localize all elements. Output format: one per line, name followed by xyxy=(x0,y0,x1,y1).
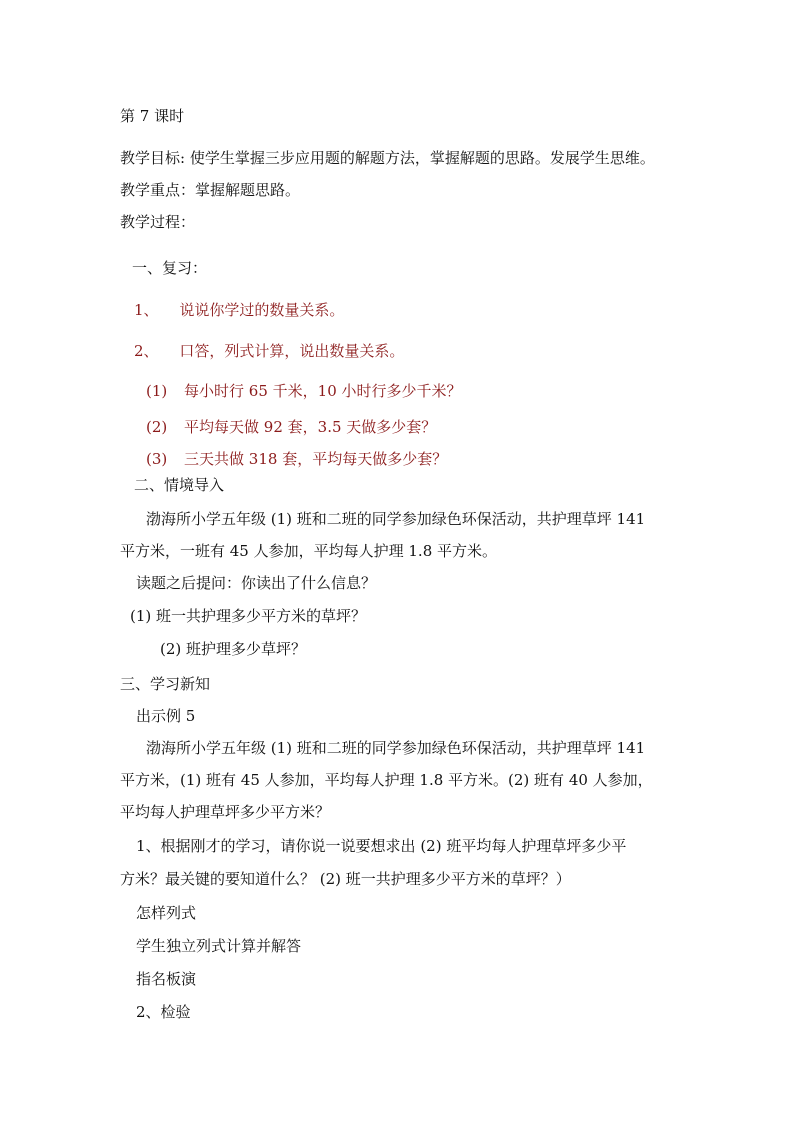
sub-item-text: 三天共做 318 套，平均每天做多少套？ xyxy=(184,450,448,468)
review-sub-item-1 xyxy=(146,381,462,401)
intro-question-2: (2) 班护理多少草坪？ xyxy=(160,640,307,658)
lesson-title: 第 7 课时 xyxy=(120,107,185,125)
review-heading: 一、复习： xyxy=(132,259,208,277)
how-to-write-expression: 怎样列式 xyxy=(136,904,197,922)
independent-solving: 学生独立列式计算并解答 xyxy=(136,937,302,955)
example-paragraph-line-3: 平均每人护理草坪多少平方米？ xyxy=(120,803,331,821)
review-item-2 xyxy=(134,341,404,361)
review-item-1 xyxy=(134,300,344,320)
example-paragraph-line-2: 平方米，(1) 班有 45 人参加，平均每人护理 1.8 平方米。(2) 班有 40 人参加， xyxy=(120,771,653,789)
example-label: 出示例 5 xyxy=(136,707,196,725)
sub-item-text: 平均每天做 92 套，3.5 天做多少套？ xyxy=(184,418,437,436)
review-sub-item-3 xyxy=(146,449,447,469)
example-paragraph-line-1: 渤海所小学五年级 (1) 班和二班的同学参加绿色环保活动，共护理草坪 141 xyxy=(146,739,646,757)
check-step: 2、检验 xyxy=(136,1003,191,1021)
teaching-process-heading: 教学过程： xyxy=(120,213,196,231)
board-demonstration: 指名板演 xyxy=(136,970,197,988)
review-sub-item-2 xyxy=(146,417,436,437)
review-item-number: 1、 xyxy=(134,301,159,319)
review-item-number: 2、 xyxy=(134,342,159,360)
sub-item-number: (1) xyxy=(146,382,168,400)
new-knowledge-heading: 三、学习新知 xyxy=(120,675,211,693)
teaching-objective: 教学目标: 使学生掌握三步应用题的解题方法，掌握解题的思路。发展学生思维。 xyxy=(120,149,655,167)
sub-item-number: (3) xyxy=(146,450,168,468)
sub-item-text: 每小时行 65 千米，10 小时行多少千米？ xyxy=(184,382,462,400)
sub-item-number: (2) xyxy=(146,418,168,436)
step-1-line-2: 方米？最关键的要知道什么？ (2) 班一共护理多少平方米的草坪？） xyxy=(120,870,571,888)
intro-heading: 二、情境导入 xyxy=(134,476,225,494)
intro-question-1: (1) 班一共护理多少平方米的草坪？ xyxy=(130,607,367,625)
intro-paragraph-line-2: 平方米，一班有 45 人参加，平均每人护理 1.8 平方米。 xyxy=(120,542,498,560)
intro-paragraph-line-1: 渤海所小学五年级 (1) 班和二班的同学参加绿色环保活动，共护理草坪 141 xyxy=(146,510,646,528)
intro-question: 读题之后提问：你读出了什么信息？ xyxy=(136,574,377,592)
review-item-text: 说说你学过的数量关系。 xyxy=(179,301,345,319)
teaching-key-point: 教学重点：掌握解题思路。 xyxy=(120,181,301,199)
review-item-text: 口答，列式计算，说出数量关系。 xyxy=(179,342,405,360)
step-1-line-1: 1、根据刚才的学习，请你说一说要想求出 (2) 班平均每人护理草坪多少平 xyxy=(136,837,627,855)
